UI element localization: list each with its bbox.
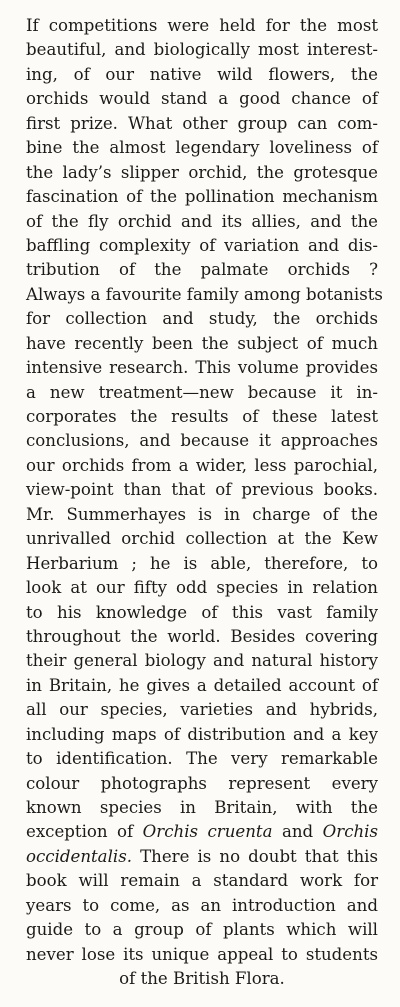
text-line: our orchids from a wider, less parochial,: [26, 455, 378, 475]
text-line: first prize. What other group can com-: [26, 113, 378, 133]
text-line: colour photographs represent every: [26, 773, 378, 793]
text-line: have recently been the subject of much: [26, 333, 378, 353]
text-line: their general biology and natural history: [26, 651, 378, 671]
text-fragment: exception of: [26, 822, 143, 842]
text-line-with-italics: [26, 845, 378, 869]
text-line: orchids would stand a good chance of: [26, 89, 378, 109]
text-line: book will remain a standard work for: [26, 871, 378, 891]
text-line: bine the almost legendary loveliness of: [26, 138, 378, 158]
text-line: conclusions, and because it approaches: [26, 431, 378, 451]
text-fragment: There is no doubt that this: [131, 846, 378, 866]
text-line: known species in Britain, with the: [26, 798, 378, 817]
text-line: Always a favourite family among botanists: [26, 284, 383, 304]
text-line: the lady’s slipper orchid, the grotesque: [26, 162, 378, 182]
text-line: unrivalled orchid collection at the Kew: [26, 529, 378, 549]
text-line: intensive research. This volume provides: [26, 358, 378, 378]
italic-genus-name: Orchis: [322, 822, 378, 842]
text-line: all our species, varieties and hybrids,: [26, 700, 378, 720]
text-line: Herbarium ; he is able, therefore, to: [26, 553, 378, 573]
text-line: baffling complexity of variation and dis-: [26, 235, 378, 255]
text-line: look at our fifty odd species in relation: [26, 578, 378, 598]
text-line: to identification. The very remarkable: [26, 749, 378, 769]
text-line: of the fly orchid and its allies, and the: [26, 211, 378, 231]
text-line: fascination of the pollination mechanism: [26, 187, 378, 207]
text-line: to his knowledge of this vast family: [26, 602, 378, 622]
text-line: in Britain, he gives a detailed account of: [26, 675, 378, 695]
italic-species-name: Orchis cruenta: [142, 822, 273, 842]
text-line: tribution of the palmate orchids ?: [26, 260, 378, 280]
text-line: Mr. Summerhayes is in charge of the: [26, 504, 378, 524]
final-text-line: of the British Flora.: [119, 969, 285, 989]
italic-species-name: occidentalis.: [26, 846, 132, 866]
text-line: beautiful, and biologically most interest-: [26, 40, 378, 60]
text-line: years to come, as an introduction and: [26, 895, 378, 915]
text-line: ing, of our native wild flowers, the: [26, 64, 378, 84]
text-line: throughout the world. Besides covering: [26, 626, 378, 646]
text-line: view-point than that of previous books.: [26, 480, 378, 500]
text-fragment: and: [272, 822, 323, 842]
text-line: corporates the results of these latest: [26, 407, 378, 426]
text-line-with-italics: [26, 820, 378, 844]
text-line: including maps of distribution and a key: [26, 724, 378, 744]
text-line: guide to a group of plants which will: [26, 920, 378, 940]
text-line: If competitions were held for the most: [26, 16, 378, 35]
text-line: for collection and study, the orchids: [26, 309, 378, 329]
text-line: never lose its unique appeal to students: [26, 944, 378, 964]
blurb-paragraph: [26, 14, 383, 992]
text-line: a new treatment—new because it in-: [26, 382, 378, 402]
